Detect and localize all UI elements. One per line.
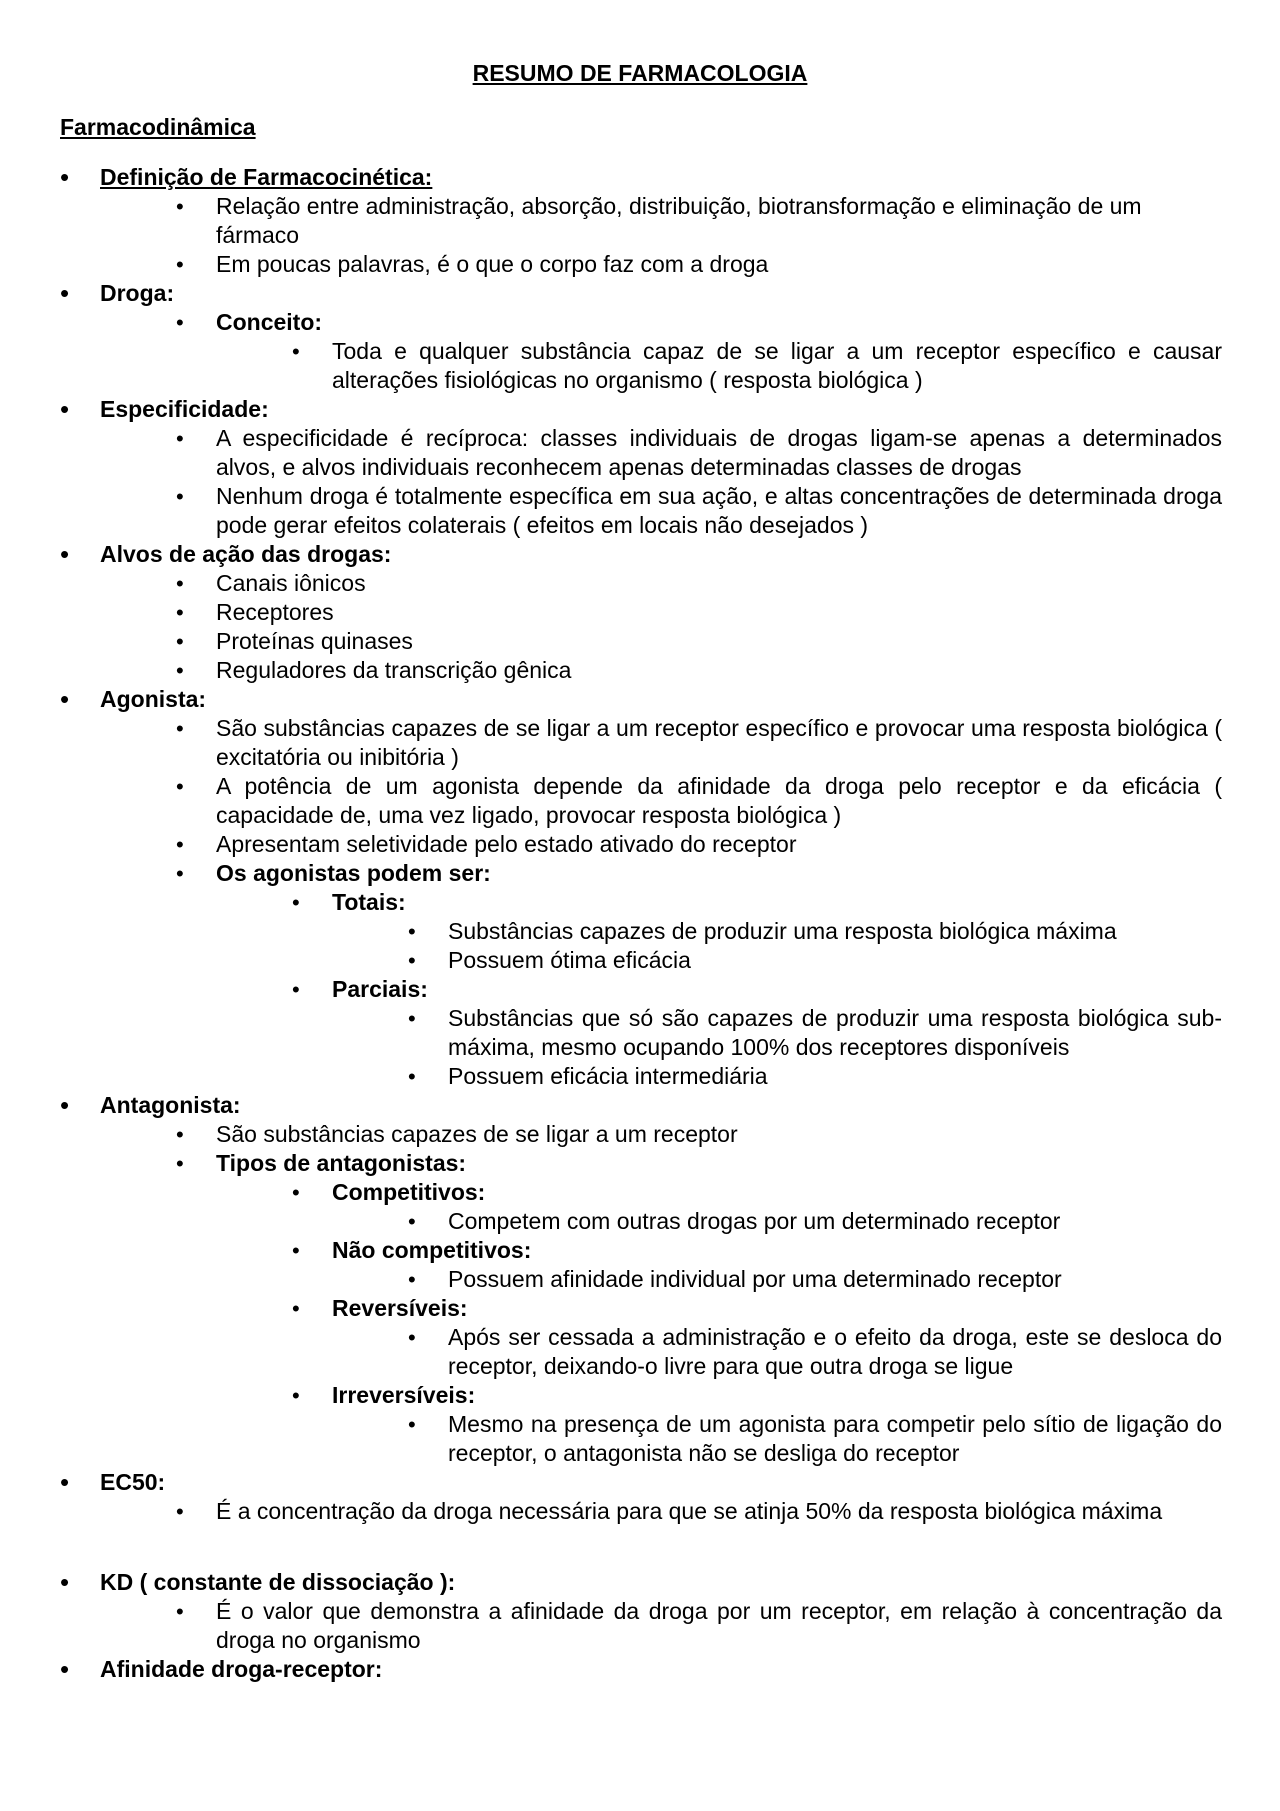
outline-item-level-4 [408,1323,1222,1381]
outline-text: A especificidade é recíproca: classes individuais de drogas ligam-se apenas a determinados alvos, e alvos individuais reconhecem apenas determinadas classes de drogas [216,425,1222,480]
outline-item-level-1 [60,1655,1222,1684]
sublist [100,1497,1222,1526]
outline-item-level-2 [176,627,1222,656]
bullet-icon: • [408,1006,416,1031]
sublist [100,308,1222,395]
bullet-icon: • [176,194,184,219]
bullet-icon: • [176,252,184,277]
outline-item-level-4 [408,1004,1222,1062]
bullet-icon: • [408,919,416,944]
sublist [332,1410,1222,1468]
outline-item-level-2 [176,656,1222,685]
outline-item-level-1 [60,279,1222,395]
outline-list [60,163,1222,1684]
bullet-icon: • [292,1180,300,1205]
outline-heading: KD ( constante de dissociação ): [100,1569,456,1595]
outline-heading: Irreversíveis: [332,1382,476,1408]
bullet-icon: • [176,1499,184,1524]
outline-item-level-2 [176,714,1222,772]
outline-item-level-4 [408,1207,1222,1236]
outline-heading: Especificidade: [100,396,269,422]
outline-text: Substâncias que só são capazes de produzir uma resposta biológica sub-máxima, mesmo ocupando 100% dos receptores disponíveis [448,1005,1222,1060]
bullet-icon: • [60,684,70,714]
sublist [100,424,1222,540]
outline-item-level-3 [292,1178,1222,1236]
bullet-icon: • [176,426,184,451]
outline-item-level-1 [60,163,1222,279]
section-heading: Farmacodinâmica [60,114,256,140]
outline-item-level-2 [176,1120,1222,1149]
outline-item-level-4 [408,917,1222,946]
outline-text: Relação entre administração, absorção, distribuição, biotransformação e eliminação de um fármaco [216,193,1142,248]
bullet-icon: • [292,1383,300,1408]
outline-item-level-1 [60,685,1222,1091]
bullet-icon: • [60,162,70,192]
bullet-icon: • [176,600,184,625]
bullet-icon: • [176,658,184,683]
outline-item-level-4 [408,1265,1222,1294]
outline-item-level-1 [60,1568,1222,1655]
bullet-icon: • [176,774,184,799]
bullet-icon: • [60,1654,70,1684]
outline-text: Possuem afinidade individual por uma determinado receptor [448,1266,1062,1292]
outline-heading: Competitivos: [332,1179,486,1205]
outline-item-level-2 [176,859,1222,1091]
outline-text: Possuem ótima eficácia [448,947,691,973]
outline-heading: Reversíveis: [332,1295,468,1321]
outline-text: Mesmo na presença de um agonista para competir pelo sítio de ligação do receptor, o antagonista não se desliga do receptor [448,1411,1222,1466]
outline-item-level-1 [60,395,1222,540]
outline-text: Canais iônicos [216,570,366,596]
outline-item-level-3 [292,1381,1222,1468]
sublist [332,1323,1222,1381]
bullet-icon: • [176,861,184,886]
outline-heading: Os agonistas podem ser: [216,860,491,886]
bullet-icon: • [408,948,416,973]
outline-item-level-3 [292,337,1222,395]
outline-heading: Definição de Farmacocinética: [100,164,433,190]
outline-item-level-2 [176,598,1222,627]
bullet-icon: • [176,1122,184,1147]
outline-item-level-2 [176,1149,1222,1468]
outline-item-level-2 [176,482,1222,540]
bullet-icon: • [292,1296,300,1321]
outline-item-level-4 [408,1062,1222,1091]
outline-text: É a concentração da droga necessária para que se atinja 50% da resposta biológica máxima [216,1498,1163,1524]
outline-text: Toda e qualquer substância capaz de se ligar a um receptor específico e causar alterações fisiológicas no organismo ( resposta biológica ) [332,338,1222,393]
outline-item-level-1 [60,1468,1222,1526]
outline-heading: Totais: [332,889,406,915]
outline-heading: Droga: [100,280,175,306]
outline-text: Afinidade droga-receptor: [100,1656,383,1682]
outline-text: Após ser cessada a administração e o efeito da droga, este se desloca do receptor, deixando-o livre para que outra droga se ligue [448,1324,1222,1379]
outline-heading: Antagonista: [100,1092,241,1118]
outline-item-level-2 [176,569,1222,598]
bullet-icon: • [60,1467,70,1497]
bullet-icon: • [60,539,70,569]
bullet-icon: • [408,1267,416,1292]
outline-text: São substâncias capazes de se ligar a um receptor específico e provocar uma resposta biológica ( excitatória ou inibitória ) [216,715,1222,770]
bullet-icon: • [408,1209,416,1234]
outline-text: Proteínas quinases [216,628,413,654]
outline-heading: EC50: [100,1469,166,1495]
outline-item-level-1 [60,1091,1222,1468]
sublist [100,1597,1222,1655]
outline-item-level-2 [176,424,1222,482]
sublist [332,1265,1222,1294]
bullet-icon: • [292,339,300,364]
bullet-icon: • [176,832,184,857]
outline-item-level-2 [176,1597,1222,1655]
outline-item-level-2 [176,192,1222,250]
bullet-icon: • [176,484,184,509]
bullet-icon: • [176,1151,184,1176]
sublist [332,917,1222,975]
bullet-icon: • [176,629,184,654]
sublist [332,1207,1222,1236]
bullet-icon: • [408,1325,416,1350]
bullet-icon: • [292,890,300,915]
outline-text: Apresentam seletividade pelo estado ativado do receptor [216,831,797,857]
outline-heading: Não competitivos: [332,1237,532,1263]
outline-heading: Alvos de ação das drogas: [100,541,392,567]
bullet-icon: • [176,716,184,741]
outline-text: Competem com outras drogas por um determinado receptor [448,1208,1061,1234]
bullet-icon: • [292,977,300,1002]
outline-text: Em poucas palavras, é o que o corpo faz com a droga [216,251,769,277]
outline-text: Reguladores da transcrição gênica [216,657,572,683]
outline-item-level-4 [408,1410,1222,1468]
outline-text: Receptores [216,599,334,625]
bullet-icon: • [176,1599,184,1624]
outline-item-level-3 [292,975,1222,1091]
outline-heading: Tipos de antagonistas: [216,1150,467,1176]
outline-item-level-3 [292,1294,1222,1381]
outline-text: É o valor que demonstra a afinidade da droga por um receptor, em relação à concentração da droga no organismo [216,1598,1222,1653]
sublist [100,569,1222,685]
sublist [100,192,1222,279]
sublist [332,1004,1222,1091]
bullet-icon: • [176,310,184,335]
bullet-icon: • [176,571,184,596]
outline-item-level-4 [408,946,1222,975]
outline-text: Possuem eficácia intermediária [448,1063,768,1089]
sublist [100,714,1222,1091]
outline-text: Nenhum droga é totalmente específica em sua ação, e altas concentrações de determinada droga pode gerar efeitos colaterais ( efeitos em locais não desejados ) [216,483,1222,538]
outline-item-level-2 [176,308,1222,395]
outline-item-level-2 [176,250,1222,279]
outline-text: São substâncias capazes de se ligar a um receptor [216,1121,738,1147]
sublist [100,1120,1222,1468]
sublist [216,337,1222,395]
document-title: RESUMO DE FARMACOLOGIA [472,60,808,86]
outline-text: Substâncias capazes de produzir uma resposta biológica máxima [448,918,1117,944]
outline-item-level-3 [292,888,1222,975]
outline-heading: Parciais: [332,976,428,1002]
outline-item-level-2 [176,772,1222,830]
bullet-icon: • [60,394,70,424]
sublist [216,888,1222,1091]
bullet-icon: • [60,1567,70,1597]
bullet-icon: • [408,1412,416,1437]
outline-text: A potência de um agonista depende da afinidade da droga pelo receptor e da eficácia ( capacidade de, uma vez ligado, provocar resposta biológica ) [216,773,1222,828]
outline-item-level-1 [60,540,1222,685]
bullet-icon: • [60,278,70,308]
outline-heading: Conceito: [216,309,323,335]
outline-item-level-2 [176,1497,1222,1526]
outline-heading: Agonista: [100,686,207,712]
bullet-icon: • [292,1238,300,1263]
outline-item-level-2 [176,830,1222,859]
bullet-icon: • [60,1090,70,1120]
bullet-icon: • [408,1064,416,1089]
sublist [216,1178,1222,1468]
outline-item-level-3 [292,1236,1222,1294]
